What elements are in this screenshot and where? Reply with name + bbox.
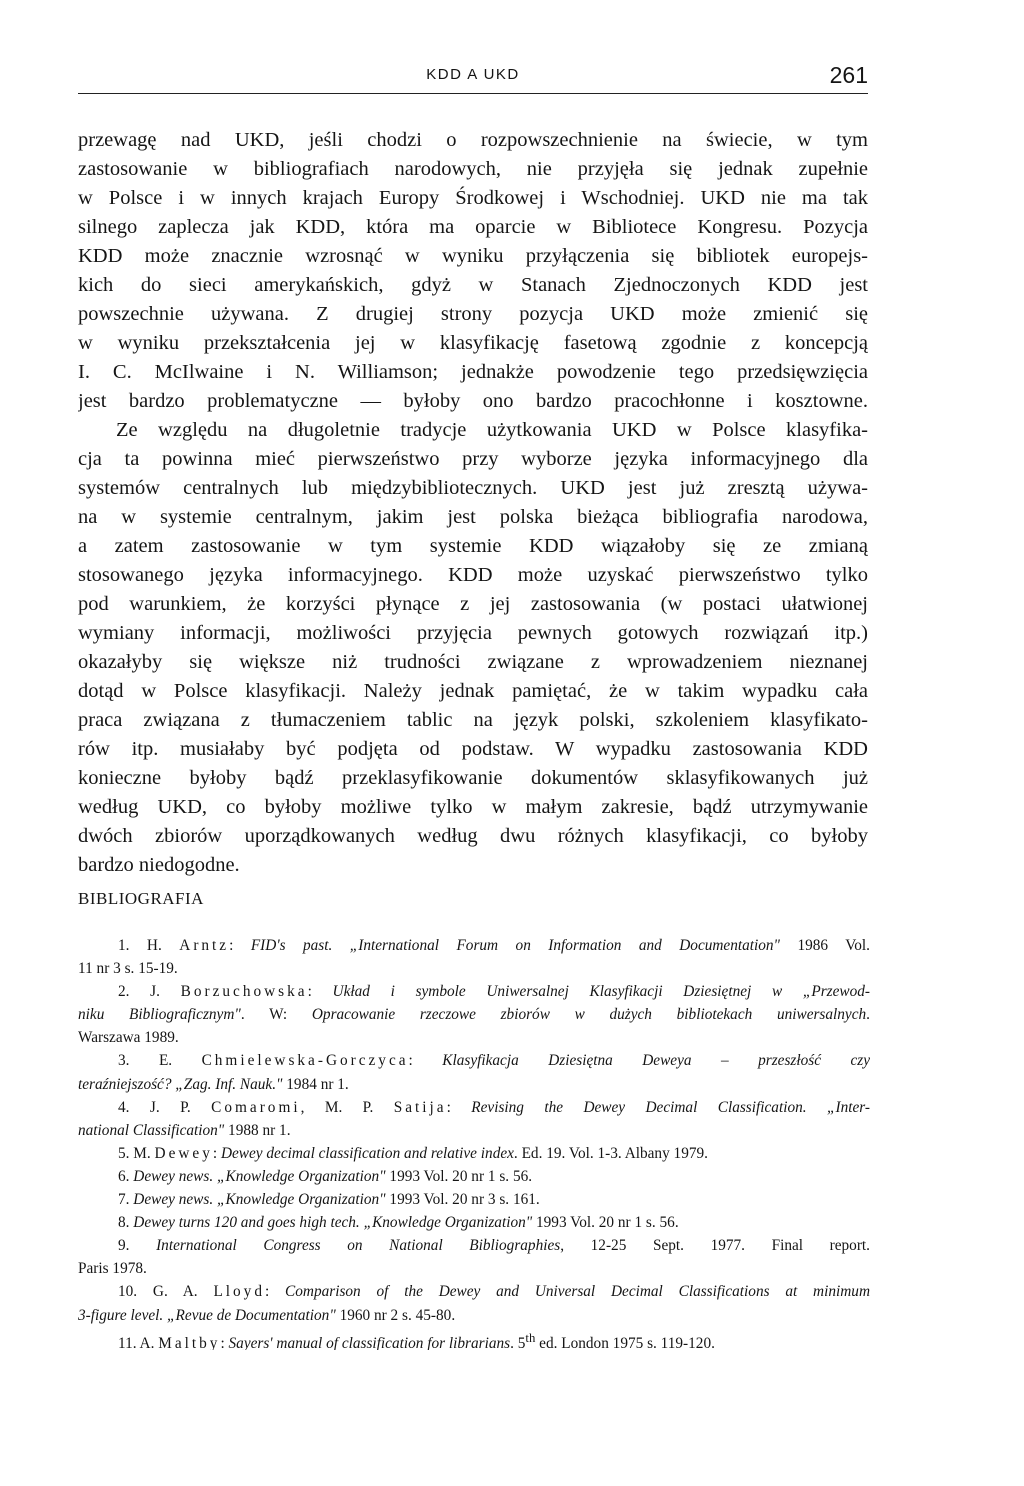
citation-text: .	[866, 1006, 870, 1024]
citation-text: ed. London 1975 s. 119-120.	[535, 1334, 715, 1350]
body-text-line: kich do sieci amerykańskich, gdyż w Stanach Zjednoczonych KDD jest	[78, 274, 868, 296]
citation-text: . 5	[510, 1334, 526, 1350]
author-name: Borzuchowska	[180, 983, 308, 1001]
bibliography-heading: BIBLIOGRAFIA	[78, 889, 204, 908]
citation-title: Układ i symbole Uniwersalnej Klasyfikacji Dziesiętnej w „Przewod-	[332, 983, 870, 1001]
citation-text: :	[307, 983, 333, 1001]
bibliography-entry-line	[78, 1096, 870, 1119]
body-text-line: KDD może znacznie wzrosnąć w wyniku przyłączenia się bibliotek europejs-	[78, 245, 868, 267]
bibliography-entry-line	[78, 1280, 870, 1303]
citation-title: Dewey turns 120 and goes high tech. „Knowledge Organization"	[133, 1214, 533, 1232]
body-text-line: a zatem zastosowanie w tym systemie KDD wiązałoby się ze zmianą	[78, 535, 868, 557]
body-text-line: powszechnie używana. Z drugiej strony pozycja UKD może zmienić się	[78, 303, 868, 325]
author-name: Lloyd	[213, 1283, 265, 1301]
body-text-line: praca związana z tłumaczeniem tablic na język polski, szkoleniem klasyfikato-	[78, 709, 868, 731]
citation-title: Dewey news. „Knowledge Organization"	[133, 1191, 386, 1209]
bibliography-list	[78, 934, 870, 1350]
bibliography-entry-line	[78, 1073, 870, 1096]
citation-text: th	[525, 1330, 536, 1345]
citation-text: :	[229, 937, 251, 954]
body-text-line: przewagę nad UKD, jeśli chodzi o rozpowszechnienie na świecie, w tym	[78, 129, 868, 151]
citation-text: . Ed. 19. Vol. 1-3. Albany 1979.	[513, 1144, 708, 1162]
bibliography-entry-line	[78, 1165, 870, 1188]
bibliography-entry-line	[78, 957, 870, 980]
citation-text: 4. J. P.	[118, 1098, 212, 1116]
body-text-line: systemów centralnych lub międzybibliotecznych. UKD jest już zresztą używa-	[78, 477, 868, 499]
body-text-line: według UKD, co byłoby możliwe tylko w małym zakresie, bądź utrzymywanie	[78, 796, 868, 818]
body-paragraphs	[78, 126, 868, 880]
bibliography-entry-line	[78, 1234, 870, 1257]
citation-text: 2. J.	[118, 983, 181, 1001]
bibliography-entry-line	[78, 1188, 870, 1211]
citation-text: 10. G. A.	[118, 1283, 214, 1301]
running-header	[78, 62, 868, 96]
bibliography-entry-line	[78, 1211, 870, 1234]
citation-text: Paris 1978.	[78, 1260, 147, 1278]
header-rule	[78, 93, 868, 94]
citation-text: 1984 nr 1.	[282, 1075, 349, 1093]
citation-text: , 12-25 Sept. 1977. Final report.	[560, 1237, 870, 1255]
bibliography-entry-line	[78, 980, 870, 1003]
bibliography-entry-line	[78, 934, 870, 957]
body-text-line: na w systemie centralnym, jakim jest polska bieżąca bibliografia narodowa,	[78, 506, 868, 528]
body-text-line: jest bardzo problematyczne — byłoby ono bardzo pracochłonne i kosztowne.	[78, 390, 868, 412]
body-text-line: rów itp. musiałaby być podjęta od podstaw. W wypadku zastosowania KDD	[78, 738, 868, 760]
citation-text: . W:	[240, 1006, 312, 1024]
citation-title: 3-figure level. „Revue de Documentation"	[78, 1306, 336, 1324]
bibliography-entry-line	[78, 1327, 870, 1350]
body-text-line: pod warunkiem, że korzyści płynące z jej zastosowania (w postaci ułatwionej	[78, 593, 868, 615]
citation-title: teraźniejszość? „Zag. Inf. Nauk."	[78, 1075, 283, 1093]
bibliography-entry-line	[78, 1304, 870, 1327]
body-text-line: dotąd w Polsce klasyfikacji. Należy jednak pamiętać, że w takim wypadku cała	[78, 680, 868, 702]
page-number: 261	[829, 62, 868, 88]
body-text-line: dwóch zbiorów uporządkowanych według dwu różnych klasyfikacji, co byłoby	[78, 825, 868, 847]
citation-text: 11. A.	[118, 1334, 159, 1350]
author-name: Maltby	[158, 1334, 221, 1350]
citation-title: national Classification"	[78, 1121, 225, 1139]
citation-title: Opracowanie rzeczowe zbiorów w dużych bibliotekach uniwersalnych	[311, 1006, 867, 1024]
citation-text: 8.	[118, 1214, 134, 1232]
bibliography-entry-line	[78, 1049, 870, 1072]
citation-text: :	[408, 1052, 443, 1070]
citation-title: niku Bibliograficznym"	[78, 1006, 241, 1024]
body-text-line: I. C. McIlwaine i N. Williamson; jednakże powodzenie tego przedsięwzięcia	[78, 361, 868, 383]
citation-text: Warszawa 1989.	[78, 1029, 179, 1047]
body-text-line: wymiany informacji, możliwości przyjęcia pewnych gotowych rozwiązań itp.)	[78, 622, 868, 644]
body-text-line: Ze względu na długoletnie tradycje użytkowania UKD w Polsce klasyfika-	[116, 419, 868, 441]
author-name: Satija	[393, 1098, 447, 1116]
citation-text: 1988 nr 1.	[224, 1121, 291, 1139]
body-text-line: w Polsce i w innych krajach Europy Środkowej i Wschodniej. UKD nie ma tak	[78, 187, 868, 209]
bibliography-entry-line	[78, 1003, 870, 1026]
citation-text: 1960 nr 2 s. 45-80.	[335, 1306, 456, 1324]
author-name: Arntz	[179, 937, 230, 954]
citation-title: Revising the Dewey Decimal Classification. „Inter-	[471, 1098, 870, 1116]
citation-text: :	[212, 1144, 221, 1162]
citation-text: 1993 Vol. 20 nr 3 s. 161.	[385, 1191, 540, 1209]
citation-text: 3. E.	[118, 1052, 202, 1070]
body-text-line: bardzo niedogodne.	[78, 854, 240, 876]
author-name: Comaromi	[211, 1098, 301, 1116]
body-text-line: zastosowanie w bibliografiach narodowych, nie przyjęła się jednak zupełnie	[78, 158, 868, 180]
citation-title: Sayers' manual of classification for librarians	[228, 1334, 511, 1350]
citation-text: :	[220, 1334, 229, 1350]
bibliography-entry-line	[78, 1257, 870, 1280]
citation-text: , M. P.	[300, 1098, 394, 1116]
citation-text: 1993 Vol. 20 nr 1 s. 56.	[385, 1167, 533, 1185]
body-text-line: okazałyby się większe niż trudności związane z wprowadzeniem nieznanej	[78, 651, 868, 673]
citation-text: 1993 Vol. 20 nr 1 s. 56.	[532, 1214, 679, 1232]
bibliography-entry-line	[78, 1142, 870, 1165]
citation-text: 1. H.	[118, 937, 180, 954]
citation-text: 11 nr 3 s. 15-19.	[78, 960, 178, 978]
body-text-line: w wyniku przekształcenia jej w klasyfikację fasetową zgodnie z koncepcją	[78, 332, 868, 354]
author-name: Dewey	[154, 1144, 213, 1162]
citation-text: :	[264, 1283, 286, 1301]
citation-text: 9.	[118, 1237, 157, 1255]
citation-text: :	[446, 1098, 472, 1116]
citation-title: FID's past. „International Forum on Information and Documentation"	[250, 937, 780, 954]
body-text-line: konieczne byłoby bądź przeklasyfikowanie dokumentów sklasyfikowanych już	[78, 767, 868, 789]
body-text-line: stosowanego języka informacyjnego. KDD może uzyskać pierwszeństwo tylko	[78, 564, 868, 586]
citation-text: 7.	[118, 1191, 134, 1209]
running-title: KDD A UKD	[426, 66, 520, 83]
citation-text: 6.	[118, 1167, 134, 1185]
body-text-line: silnego zaplecza jak KDD, która ma oparcie w Bibliotece Kongresu. Pozycja	[78, 216, 868, 238]
citation-title: Dewey decimal classification and relative index	[220, 1144, 514, 1162]
author-name: Chmielewska-Gorczyca	[201, 1052, 409, 1070]
bibliography-entry-line	[78, 1119, 870, 1142]
citation-title: Klasyfikacja Dziesiętna Deweya – przeszłość czy	[442, 1052, 870, 1070]
citation-text: 5. M.	[118, 1144, 155, 1162]
citation-text: 1986 Vol.	[779, 937, 870, 954]
bibliography-entry-line	[78, 1026, 870, 1049]
citation-title: Dewey news. „Knowledge Organization"	[133, 1167, 386, 1185]
citation-title: International Congress on National Bibliographies	[156, 1237, 561, 1255]
citation-title: Comparison of the Dewey and Universal Decimal Classifications at minimum	[285, 1283, 870, 1301]
body-text-line: cja ta powinna mieć pierwszeństwo przy wyborze języka informacyjnego dla	[78, 448, 868, 470]
